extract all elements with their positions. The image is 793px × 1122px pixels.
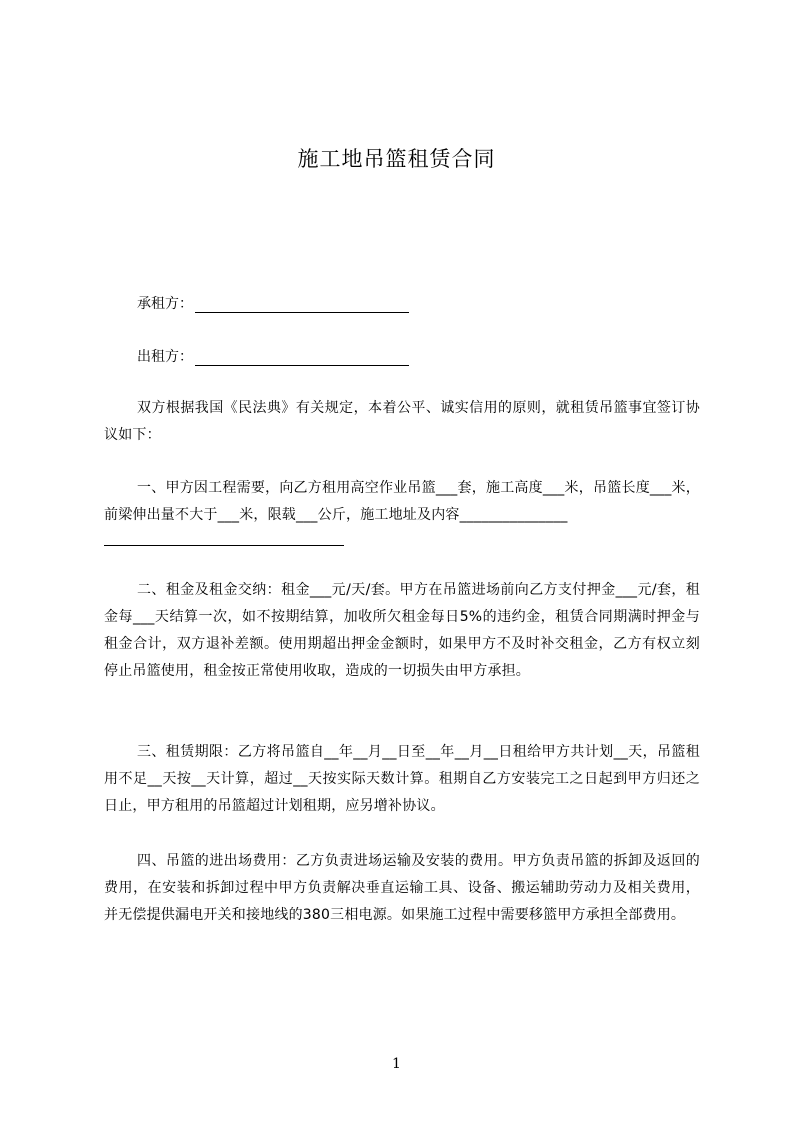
lessee-blank [195, 298, 409, 313]
page-number: 1 [392, 1056, 401, 1072]
intro-paragraph: 双方根据我国《民法典》有关规定，本着公平、诚实信用的原则，就租赁吊篮事宜签订协议如下： [104, 400, 700, 443]
lessor-field [137, 346, 409, 366]
clause-2-paragraph: 二、租金及租金交纳：租金___元/天/套。甲方在吊篮进场前向乙方支付押金___元/套，租金每___天结算一次，如不按期结算，加收所欠租金每日5%的违约金，租赁合同期满时押金与租金合计，双方退补差额。使用期超出押金金额时，如果甲方不及时补交租金，乙方有权立刻停止吊篮使用，租金按正常使用收取，造成的一切损失由甲方承担。 [104, 582, 700, 679]
clause-3-paragraph: 三、租赁期限：乙方将吊篮自__年__月__日至__年__月__日租给甲方共计划__天，吊篮租用不足__天按__天计算，超过__天按实际天数计算。租期自乙方安装完工之日起到甲方归还之日止，甲方租用的吊篮超过计划租期，应另增补协议。 [104, 744, 700, 814]
clause-1-paragraph: 一、甲方因工程需要，向乙方租用高空作业吊篮___套，施工高度___米，吊篮长度___米，前梁伸出量不大于___米，限载___公斤，施工地址及内容_______________ [104, 480, 700, 523]
lessor-blank [195, 351, 409, 366]
lessee-field [137, 293, 409, 313]
lessee-label: 承租方： [137, 296, 193, 312]
lessor-label: 出租方： [137, 349, 193, 365]
clause-4-paragraph: 四、吊篮的进出场费用：乙方负责进场运输及安装的费用。甲方负责吊篮的拆卸及返回的费用，在安装和拆卸过程中甲方负责解决垂直运输工具、设备、搬运辅助劳动力及相关费用，并无偿提供漏电开关和接地线的380三相电源。如果施工过程中需要移篮甲方承担全部费用。 [104, 853, 700, 923]
clause-1-continuation-line [104, 545, 344, 546]
document-title: 施工地吊篮租赁合同 [297, 147, 496, 171]
